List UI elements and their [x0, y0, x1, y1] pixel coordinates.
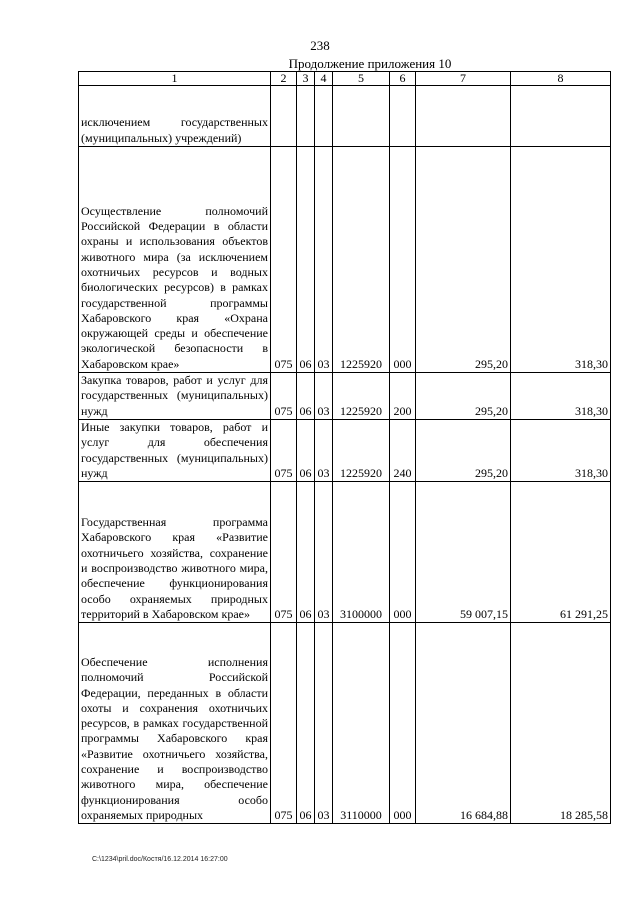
cell-subsection: 03 — [315, 147, 333, 373]
cell-target-article: 3110000 — [333, 623, 390, 824]
cell-section: 06 — [297, 420, 315, 482]
appendix-continuation-title: Продолжение приложения 10 — [288, 56, 452, 71]
table-header-row — [79, 72, 611, 86]
table-row — [79, 420, 611, 482]
cell-subsection: 03 — [315, 420, 333, 482]
cell-target-article: 1225920 — [333, 147, 390, 373]
cell-ministry-code: 075 — [271, 373, 297, 420]
cell-amount-year-1: 295,20 — [416, 420, 511, 482]
cell-amount-year-2: 61 291,25 — [511, 482, 611, 623]
cell-subsection: 03 — [315, 373, 333, 420]
cell-ministry-code: 075 — [271, 420, 297, 482]
column-header: 3 — [297, 72, 315, 86]
cell-subsection: 03 — [315, 482, 333, 623]
row-name: Иные закупки товаров, работ и услуг для обеспечения государственных (муниципальных) нужд — [79, 420, 271, 482]
cell-amount-year-2 — [511, 86, 611, 147]
column-header: 4 — [315, 72, 333, 86]
document-path-footer: C:\1234\pril.doc/Костя/16.12.2014 16:27:00 — [92, 856, 228, 863]
table-row — [79, 86, 611, 147]
cell-amount-year-1: 16 684,88 — [416, 623, 511, 824]
column-header: 6 — [390, 72, 416, 86]
cell-section — [297, 86, 315, 147]
cell-amount-year-2: 18 285,58 — [511, 623, 611, 824]
cell-ministry-code: 075 — [271, 147, 297, 373]
cell-amount-year-2: 318,30 — [511, 373, 611, 420]
cell-section: 06 — [297, 147, 315, 373]
column-header: 5 — [333, 72, 390, 86]
row-name: Закупка товаров, работ и услуг для государственных (муниципальных) нужд — [79, 373, 271, 420]
column-header: 8 — [511, 72, 611, 86]
row-name: Государственная программа Хабаровского края «Развитие охотничьего хозяйства, сохранение и воспроизводство животного мира, обеспечение функционирования особо охраняемых природных территорий в Хабаровском крае» — [79, 482, 271, 623]
cell-target-article: 1225920 — [333, 373, 390, 420]
cell-expense-type: 200 — [390, 373, 416, 420]
column-header: 1 — [79, 72, 271, 86]
cell-expense-type: 000 — [390, 623, 416, 824]
table-row — [79, 623, 611, 824]
table-row — [79, 147, 611, 373]
cell-expense-type — [390, 86, 416, 147]
cell-expense-type: 000 — [390, 147, 416, 373]
cell-target-article: 3100000 — [333, 482, 390, 623]
cell-section: 06 — [297, 373, 315, 420]
budget-table — [78, 71, 611, 824]
cell-expense-type: 240 — [390, 420, 416, 482]
cell-amount-year-1: 295,20 — [416, 147, 511, 373]
table-row — [79, 373, 611, 420]
cell-ministry-code: 075 — [271, 623, 297, 824]
cell-amount-year-2: 318,30 — [511, 147, 611, 373]
cell-ministry-code: 075 — [271, 482, 297, 623]
cell-target-article — [333, 86, 390, 147]
table-row — [79, 482, 611, 623]
row-name: Осуществление полномочий Российской Федерации в области охраны и использования объектов животного мира (за исключением охотничьих ресурсов и водных биологических ресурсов) в рамках государственной программы Хабаровского края «Охрана окружающей среды и обеспечение экологической безопасности в Хабаровском крае» — [79, 147, 271, 373]
cell-subsection: 03 — [315, 623, 333, 824]
cell-expense-type: 000 — [390, 482, 416, 623]
cell-ministry-code — [271, 86, 297, 147]
cell-section: 06 — [297, 623, 315, 824]
page-number: 238 — [310, 38, 330, 53]
row-name: исключением государственных (муниципальных) учреждений) — [79, 86, 271, 147]
cell-amount-year-1 — [416, 86, 511, 147]
cell-amount-year-2: 318,30 — [511, 420, 611, 482]
cell-target-article: 1225920 — [333, 420, 390, 482]
cell-subsection — [315, 86, 333, 147]
row-name: Обеспечение исполнения полномочий Российской Федерации, переданных в области охоты и сохранения охотничьих ресурсов, в рамках государственной программы Хабаровского края «Развитие охотничьего хозяйства, сохранение и воспроизводство животного мира, обеспечение функционирования особо охраняемых природных — [79, 623, 271, 824]
cell-section: 06 — [297, 482, 315, 623]
column-header: 7 — [416, 72, 511, 86]
cell-amount-year-1: 295,20 — [416, 373, 511, 420]
cell-amount-year-1: 59 007,15 — [416, 482, 511, 623]
column-header: 2 — [271, 72, 297, 86]
